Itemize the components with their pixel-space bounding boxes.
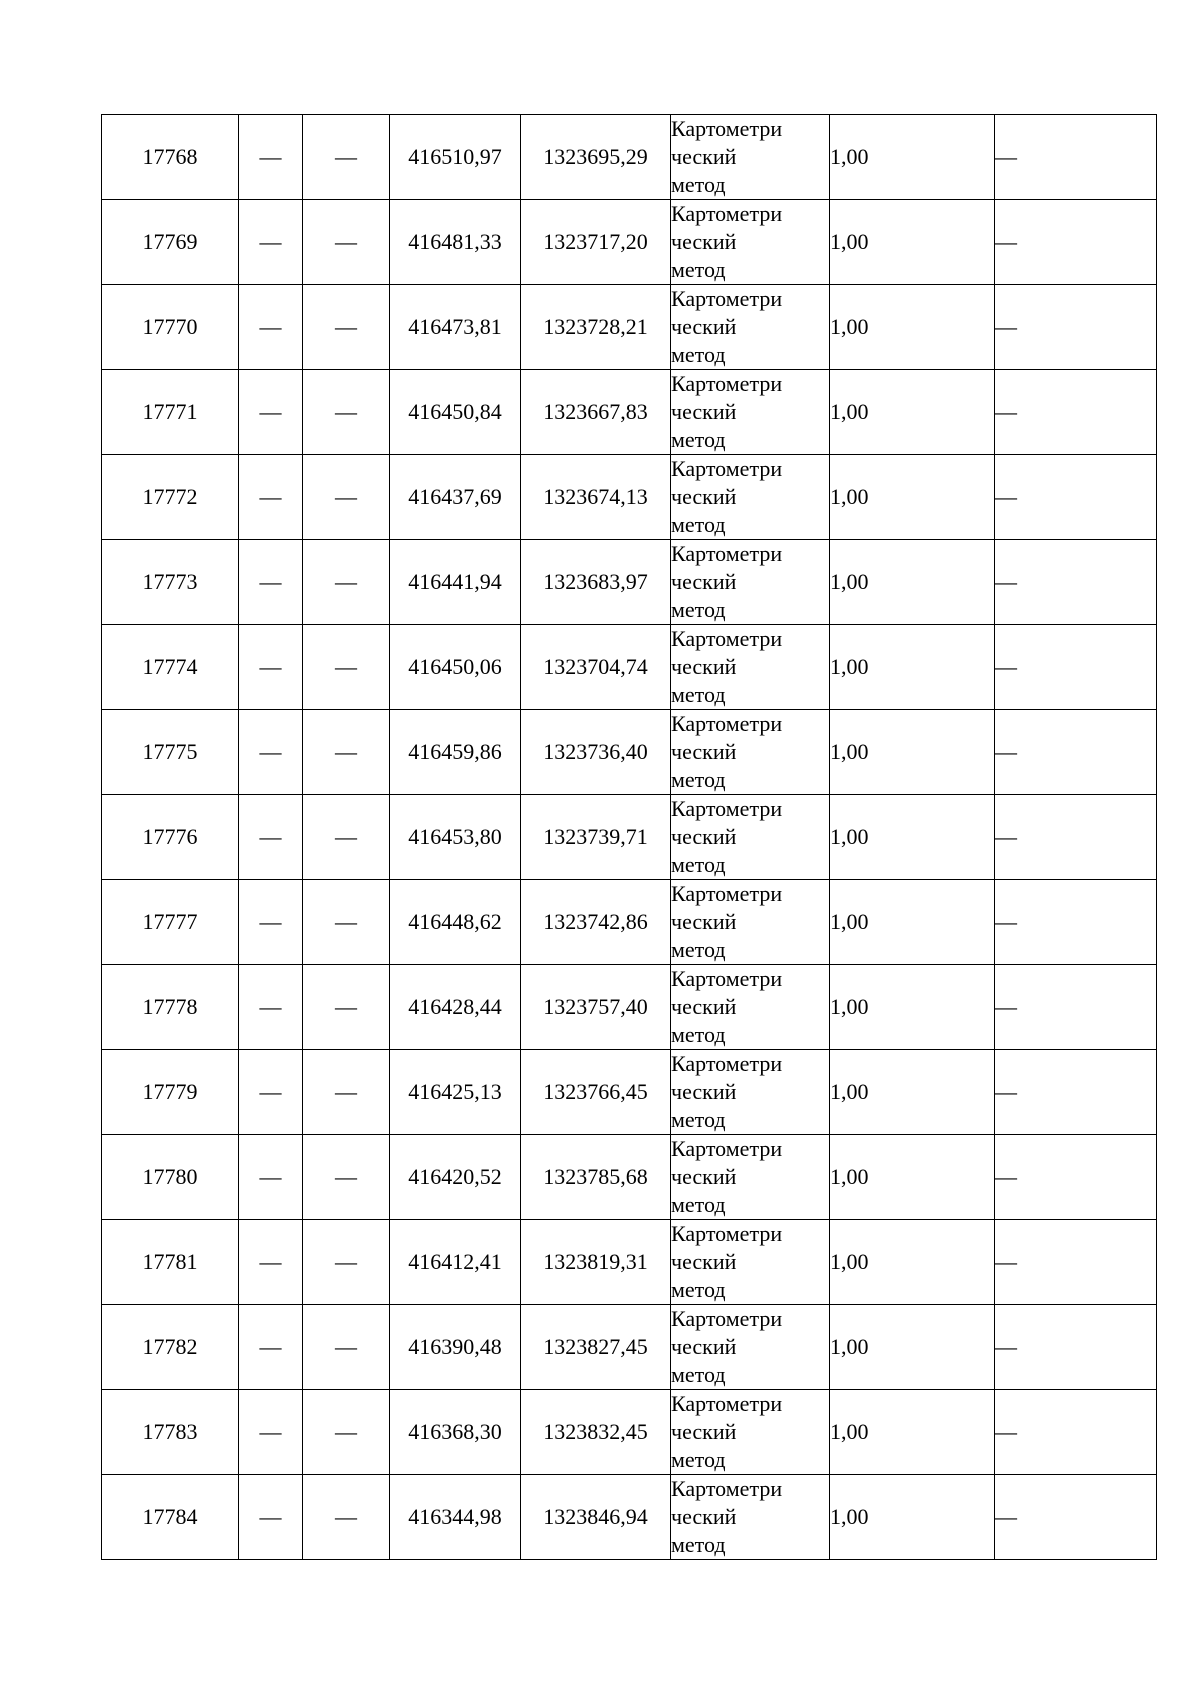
dash-cell: — — [995, 1475, 1157, 1560]
dash-cell: — — [995, 1305, 1157, 1390]
accuracy-cell: 1,00 — [830, 1475, 995, 1560]
coord-x-cell: 416510,97 — [390, 115, 521, 200]
point-number-cell: 17774 — [102, 625, 239, 710]
accuracy-cell: 1,00 — [830, 880, 995, 965]
coord-y-cell: 1323674,13 — [521, 455, 671, 540]
table-row — [102, 965, 1157, 1050]
point-number-cell: 17777 — [102, 880, 239, 965]
method-text-line: Картометри — [671, 711, 783, 736]
accuracy-cell: 1,00 — [830, 625, 995, 710]
coord-y-cell: 1323742,86 — [521, 880, 671, 965]
dash-cell: — — [303, 710, 390, 795]
table-row — [102, 880, 1157, 965]
dash-cell: — — [995, 625, 1157, 710]
method-text-line: метод — [671, 427, 726, 452]
method-text-line: метод — [671, 767, 726, 792]
dash-cell: — — [239, 540, 303, 625]
dash-cell: — — [239, 455, 303, 540]
coord-y-cell: 1323819,31 — [521, 1220, 671, 1305]
coord-y-cell: 1323728,21 — [521, 285, 671, 370]
coord-x-cell: 416481,33 — [390, 200, 521, 285]
coord-x-cell: 416412,41 — [390, 1220, 521, 1305]
dash-cell: — — [303, 795, 390, 880]
dash-cell: — — [239, 965, 303, 1050]
method-cell — [671, 455, 830, 540]
coord-x-cell: 416473,81 — [390, 285, 521, 370]
coord-y-cell: 1323736,40 — [521, 710, 671, 795]
table-row — [102, 370, 1157, 455]
method-text-line: метод — [671, 1277, 726, 1302]
dash-cell: — — [995, 1135, 1157, 1220]
accuracy-cell: 1,00 — [830, 1135, 995, 1220]
dash-cell: — — [239, 1050, 303, 1135]
method-text-line: ческий — [671, 144, 737, 169]
method-text-line: ческий — [671, 569, 737, 594]
dash-cell: — — [995, 880, 1157, 965]
method-text-line: Картометри — [671, 1306, 783, 1331]
dash-cell: — — [995, 1050, 1157, 1135]
method-cell — [671, 795, 830, 880]
accuracy-cell: 1,00 — [830, 285, 995, 370]
point-number-cell: 17784 — [102, 1475, 239, 1560]
method-text-line: Картометри — [671, 881, 783, 906]
dash-cell: — — [995, 455, 1157, 540]
method-text-line: метод — [671, 682, 726, 707]
coord-x-cell: 416450,84 — [390, 370, 521, 455]
coord-y-cell: 1323683,97 — [521, 540, 671, 625]
method-text-line: Картометри — [671, 1391, 783, 1416]
dash-cell: — — [995, 965, 1157, 1050]
dash-cell: — — [303, 625, 390, 710]
method-text-line: ческий — [671, 1504, 737, 1529]
method-cell — [671, 1220, 830, 1305]
method-text-line: Картометри — [671, 1476, 783, 1501]
dash-cell: — — [303, 200, 390, 285]
dash-cell: — — [303, 285, 390, 370]
point-number-cell: 17780 — [102, 1135, 239, 1220]
dash-cell: — — [239, 1135, 303, 1220]
accuracy-cell: 1,00 — [830, 965, 995, 1050]
dash-cell: — — [303, 1220, 390, 1305]
table-row — [102, 115, 1157, 200]
point-number-cell: 17781 — [102, 1220, 239, 1305]
coord-x-cell: 416390,48 — [390, 1305, 521, 1390]
dash-cell: — — [239, 625, 303, 710]
table-row — [102, 285, 1157, 370]
method-text-line: Картометри — [671, 966, 783, 991]
method-cell — [671, 200, 830, 285]
dash-cell: — — [995, 540, 1157, 625]
dash-cell: — — [239, 115, 303, 200]
dash-cell: — — [303, 1390, 390, 1475]
accuracy-cell: 1,00 — [830, 370, 995, 455]
dash-cell: — — [995, 1390, 1157, 1475]
dash-cell: — — [239, 1475, 303, 1560]
method-text-line: ческий — [671, 824, 737, 849]
method-text-line: метод — [671, 512, 726, 537]
accuracy-cell: 1,00 — [830, 1305, 995, 1390]
dash-cell: — — [239, 1305, 303, 1390]
dash-cell: — — [303, 1050, 390, 1135]
method-text-line: метод — [671, 597, 726, 622]
method-text-line: метод — [671, 1532, 726, 1557]
dash-cell: — — [239, 1390, 303, 1475]
method-text-line: ческий — [671, 484, 737, 509]
coord-x-cell: 416437,69 — [390, 455, 521, 540]
method-text-line: Картометри — [671, 116, 783, 141]
point-number-cell: 17779 — [102, 1050, 239, 1135]
method-text-line: ческий — [671, 229, 737, 254]
dash-cell: — — [303, 965, 390, 1050]
point-number-cell: 17768 — [102, 115, 239, 200]
coord-y-cell: 1323757,40 — [521, 965, 671, 1050]
method-text-line: Картометри — [671, 456, 783, 481]
method-text-line: метод — [671, 852, 726, 877]
coord-y-cell: 1323846,94 — [521, 1475, 671, 1560]
accuracy-cell: 1,00 — [830, 455, 995, 540]
dash-cell: — — [239, 285, 303, 370]
point-number-cell: 17770 — [102, 285, 239, 370]
table-body — [102, 115, 1157, 1560]
method-text-line: ческий — [671, 1079, 737, 1104]
method-text-line: Картометри — [671, 201, 783, 226]
method-cell — [671, 1390, 830, 1475]
table-row — [102, 625, 1157, 710]
method-text-line: ческий — [671, 1419, 737, 1444]
coord-y-cell: 1323704,74 — [521, 625, 671, 710]
method-cell — [671, 1050, 830, 1135]
accuracy-cell: 1,00 — [830, 1050, 995, 1135]
point-number-cell: 17782 — [102, 1305, 239, 1390]
method-text-line: Картометри — [671, 796, 783, 821]
coord-x-cell: 416425,13 — [390, 1050, 521, 1135]
method-text-line: ческий — [671, 1164, 737, 1189]
dash-cell: — — [303, 540, 390, 625]
table-row — [102, 1390, 1157, 1475]
dash-cell: — — [239, 710, 303, 795]
dash-cell: — — [995, 285, 1157, 370]
method-cell — [671, 285, 830, 370]
method-text-line: ческий — [671, 399, 737, 424]
method-cell — [671, 710, 830, 795]
method-text-line: Картометри — [671, 1136, 783, 1161]
accuracy-cell: 1,00 — [830, 710, 995, 795]
method-cell — [671, 1475, 830, 1560]
method-cell — [671, 540, 830, 625]
point-number-cell: 17776 — [102, 795, 239, 880]
table-row — [102, 710, 1157, 795]
table-row — [102, 455, 1157, 540]
method-cell — [671, 965, 830, 1050]
dash-cell: — — [995, 115, 1157, 200]
coord-x-cell: 416453,80 — [390, 795, 521, 880]
method-text-line: метод — [671, 937, 726, 962]
dash-cell: — — [303, 1135, 390, 1220]
method-text-line: Картометри — [671, 286, 783, 311]
coordinates-table — [101, 114, 1157, 1560]
accuracy-cell: 1,00 — [830, 200, 995, 285]
dash-cell: — — [995, 795, 1157, 880]
coord-x-cell: 416450,06 — [390, 625, 521, 710]
method-text-line: ческий — [671, 314, 737, 339]
accuracy-cell: 1,00 — [830, 1220, 995, 1305]
dash-cell: — — [303, 1305, 390, 1390]
dash-cell: — — [303, 455, 390, 540]
coord-x-cell: 416420,52 — [390, 1135, 521, 1220]
method-cell — [671, 370, 830, 455]
coord-y-cell: 1323766,45 — [521, 1050, 671, 1135]
method-text-line: Картометри — [671, 371, 783, 396]
table-row — [102, 1220, 1157, 1305]
point-number-cell: 17783 — [102, 1390, 239, 1475]
method-text-line: метод — [671, 172, 726, 197]
method-text-line: ческий — [671, 1334, 737, 1359]
method-text-line: Картометри — [671, 541, 783, 566]
method-text-line: метод — [671, 1022, 726, 1047]
dash-cell: — — [303, 370, 390, 455]
method-text-line: ческий — [671, 1249, 737, 1274]
method-text-line: метод — [671, 1362, 726, 1387]
method-cell — [671, 625, 830, 710]
method-text-line: Картометри — [671, 626, 783, 651]
coord-x-cell: 416344,98 — [390, 1475, 521, 1560]
method-text-line: метод — [671, 1447, 726, 1472]
method-text-line: ческий — [671, 654, 737, 679]
method-text-line: ческий — [671, 739, 737, 764]
method-text-line: метод — [671, 1192, 726, 1217]
accuracy-cell: 1,00 — [830, 795, 995, 880]
point-number-cell: 17769 — [102, 200, 239, 285]
accuracy-cell: 1,00 — [830, 540, 995, 625]
table-row — [102, 1135, 1157, 1220]
dash-cell: — — [995, 1220, 1157, 1305]
method-text-line: ческий — [671, 909, 737, 934]
table-row — [102, 1475, 1157, 1560]
table-row — [102, 200, 1157, 285]
coord-y-cell: 1323785,68 — [521, 1135, 671, 1220]
dash-cell: — — [303, 1475, 390, 1560]
coord-x-cell: 416448,62 — [390, 880, 521, 965]
dash-cell: — — [239, 1220, 303, 1305]
method-cell — [671, 880, 830, 965]
dash-cell: — — [995, 200, 1157, 285]
point-number-cell: 17778 — [102, 965, 239, 1050]
dash-cell: — — [239, 795, 303, 880]
coord-y-cell: 1323739,71 — [521, 795, 671, 880]
method-text-line: метод — [671, 1107, 726, 1132]
method-text-line: метод — [671, 342, 726, 367]
coord-y-cell: 1323717,20 — [521, 200, 671, 285]
coord-y-cell: 1323832,45 — [521, 1390, 671, 1475]
coord-x-cell: 416428,44 — [390, 965, 521, 1050]
point-number-cell: 17773 — [102, 540, 239, 625]
point-number-cell: 17771 — [102, 370, 239, 455]
table-row — [102, 540, 1157, 625]
dash-cell: — — [239, 200, 303, 285]
table-row — [102, 1050, 1157, 1135]
coord-x-cell: 416368,30 — [390, 1390, 521, 1475]
method-text-line: ческий — [671, 994, 737, 1019]
table-row — [102, 1305, 1157, 1390]
coord-x-cell: 416441,94 — [390, 540, 521, 625]
accuracy-cell: 1,00 — [830, 1390, 995, 1475]
accuracy-cell: 1,00 — [830, 115, 995, 200]
coord-y-cell: 1323827,45 — [521, 1305, 671, 1390]
dash-cell: — — [303, 880, 390, 965]
dash-cell: — — [303, 115, 390, 200]
method-cell — [671, 1135, 830, 1220]
table-row — [102, 795, 1157, 880]
dash-cell: — — [995, 370, 1157, 455]
method-text-line: Картометри — [671, 1051, 783, 1076]
point-number-cell: 17775 — [102, 710, 239, 795]
dash-cell: — — [239, 880, 303, 965]
point-number-cell: 17772 — [102, 455, 239, 540]
method-cell — [671, 115, 830, 200]
coord-y-cell: 1323695,29 — [521, 115, 671, 200]
dash-cell: — — [995, 710, 1157, 795]
method-cell — [671, 1305, 830, 1390]
dash-cell: — — [239, 370, 303, 455]
method-text-line: Картометри — [671, 1221, 783, 1246]
coord-x-cell: 416459,86 — [390, 710, 521, 795]
coord-y-cell: 1323667,83 — [521, 370, 671, 455]
method-text-line: метод — [671, 257, 726, 282]
